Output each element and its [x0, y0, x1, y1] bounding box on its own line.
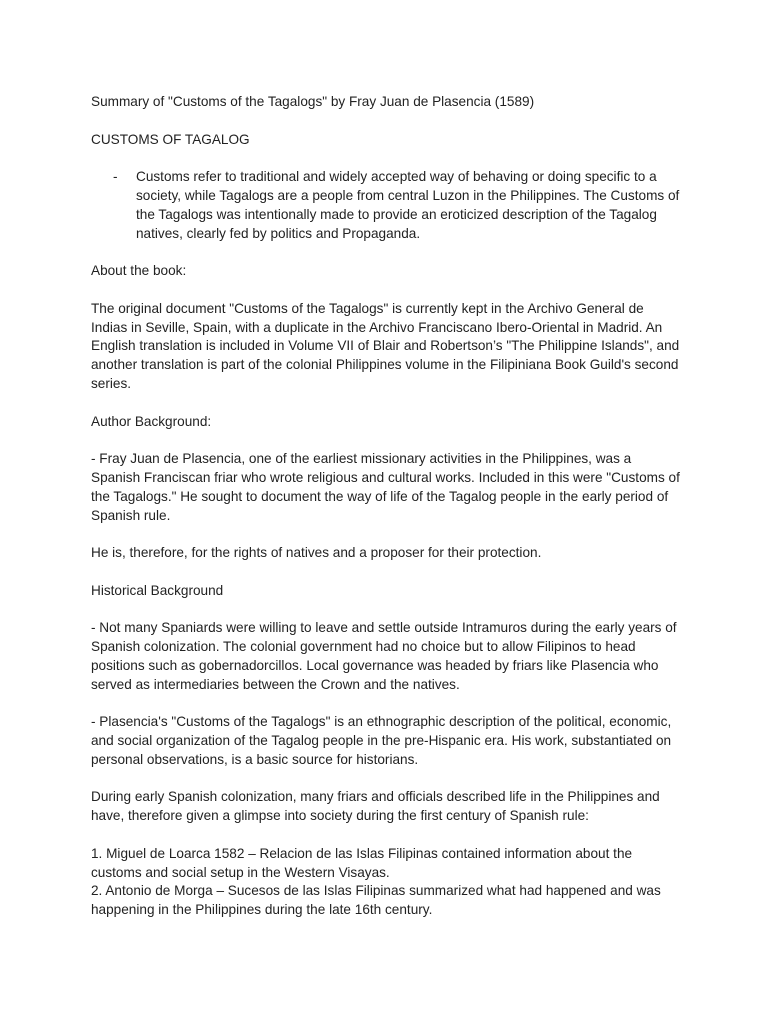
author-paragraph: - Fray Juan de Plasencia, one of the earliest missionary activities in the Philippines, was a Spanish Franciscan friar who wrote religious and cultural works. Included in this were "Customs of the Tagalogs." He sought to document the way of life of the Tagalog people in the early period of Spanish rule.	[91, 451, 680, 523]
about-paragraph: The original document "Customs of the Tagalogs" is currently kept in the Archivo General de Indias in Seville, Spain, with a duplicate in the Archivo Franciscano Ibero-Oriental in Madrid. An English translation is included in Volume VII of Blair and Robertson’s "The Philippine Islands", and another translation is part of the colonial Philippines volume in the Filipiniana Book Guild's second series.	[91, 300, 680, 391]
historical-paragraph-2: - Plasencia's "Customs of the Tagalogs" is an ethnographic description of the political, economic, and social organization of the Tagalog people in the pre-Hispanic era. His work, substantiated on personal observations, is a basic source for historians.	[91, 714, 672, 767]
document-title: Summary of "Customs of the Tagalogs" by Fray Juan de Plasencia (1589)	[91, 94, 535, 109]
author-heading: Author Background:	[91, 413, 212, 429]
source-list	[91, 845, 681, 920]
bullet-text: Customs refer to traditional and widely accepted way of behaving or doing specific to a society, while Tagalogs are a people from central Luzon in the Philippines. The Customs of the Tagalogs was intentionally made to provide an eroticized description of the Tagalog natives, clearly fed by politics and Propaganda.	[136, 169, 680, 241]
author-note: He is, therefore, for the rights of natives and a proposer for their protection.	[91, 545, 542, 561]
bullet-marker: -	[113, 169, 118, 185]
colonization-paragraph: During early Spanish colonization, many friars and officials described life in the Philippines and have, therefore given a glimpse into society during the first century of Spanish rule:	[91, 789, 660, 824]
about-heading: About the book:	[91, 263, 187, 279]
list-item: 2. Antonio de Morga – Sucesos de las Islas Filipinas summarized what had happened and was happening in the Philippines during the late 16th century.	[91, 883, 661, 918]
historical-paragraph-1: - Not many Spaniards were willing to leave and settle outside Intramuros during the early years of Spanish colonization. The colonial government had no choice but to allow Filipinos to head positions such as gobernadorcillos. Local governance was headed by friars like Plasencia who served as intermediaries between the Crown and the natives.	[91, 620, 677, 692]
historical-heading: Historical Background	[91, 582, 224, 598]
section-heading: CUSTOMS OF TAGALOG	[91, 131, 250, 147]
list-item: 1. Miguel de Loarca 1582 – Relacion de las Islas Filipinas contained information about the customs and social setup in the Western Visayas.	[91, 845, 633, 880]
definition-bullet	[91, 168, 681, 243]
document-body	[91, 93, 681, 920]
